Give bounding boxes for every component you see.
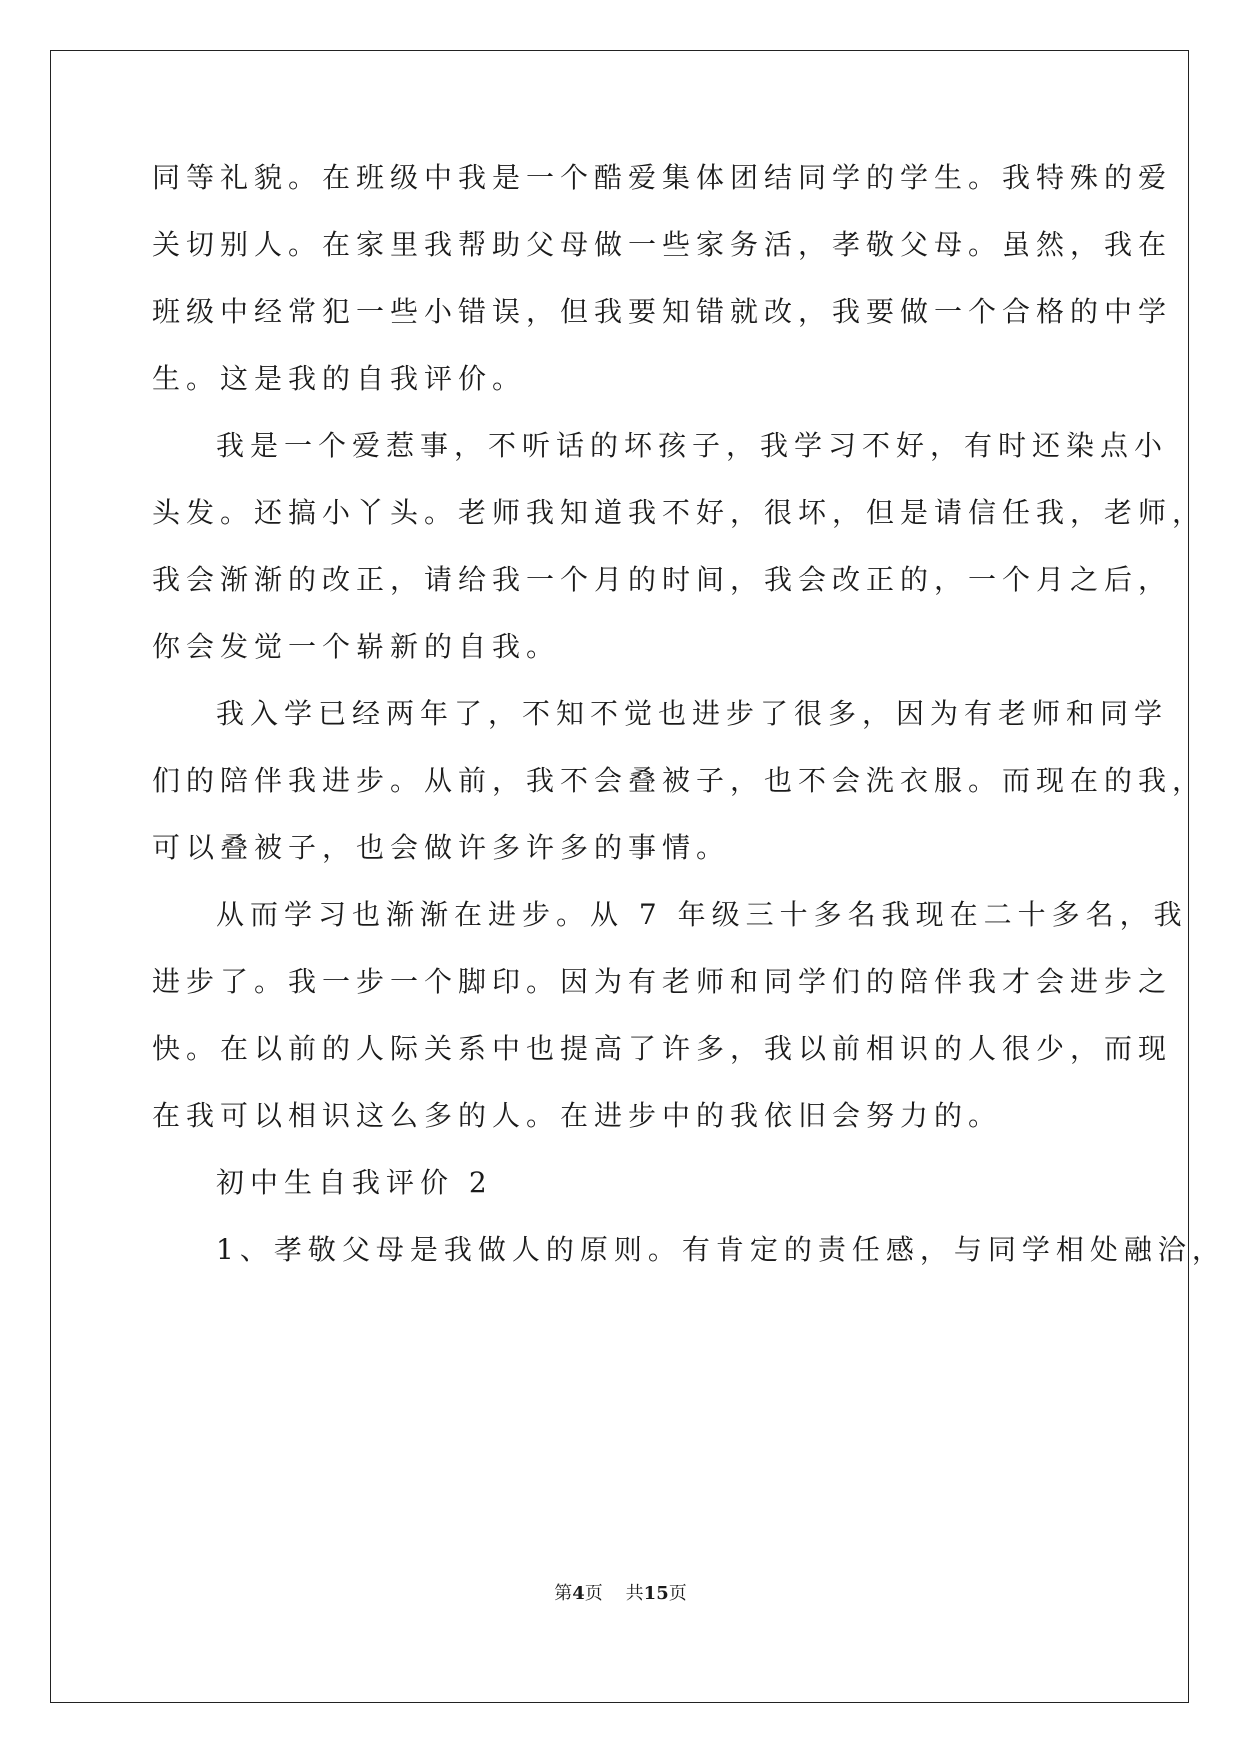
page-prefix: 第	[554, 1583, 573, 1604]
text-line: 可以叠被子，也会做许多许多的事情。	[152, 831, 731, 864]
text-line: 同等礼貌。在班级中我是一个酷爱集体团结同学的学生。我特殊的爱	[152, 161, 1173, 194]
total-prefix: 共	[625, 1583, 644, 1604]
text-line: 生。这是我的自我评价。	[152, 362, 527, 395]
text-line: 头发。还搞小丫头。老师我知道我不好，很坏，但是请信任我，老师，	[152, 496, 1207, 529]
text-line: 快。在以前的人际关系中也提高了许多，我以前相识的人很少，而现	[152, 1032, 1173, 1065]
paragraph-start-line: 我是一个爱惹事，不听话的坏孩子，我学习不好，有时还染点小	[216, 429, 1169, 462]
paragraph-start-line: 1、孝敬父母是我做人的原则。有肯定的责任感，与同学相处融洽，	[216, 1233, 1226, 1266]
page-suffix: 页	[584, 1583, 603, 1604]
paragraph-start-line: 从而学习也渐渐在进步。从 7 年级三十多名我现在二十多名，我	[216, 898, 1188, 931]
text-line: 我会渐渐的改正，请给我一个月的时间，我会改正的，一个月之后，	[152, 563, 1173, 596]
total-pages: 15	[643, 1583, 669, 1604]
paragraph-start-line: 我入学已经两年了，不知不觉也进步了很多，因为有老师和同学	[216, 697, 1169, 730]
total-suffix: 页	[668, 1583, 687, 1604]
section-heading: 初中生自我评价 2	[216, 1166, 493, 1199]
text-line: 们的陪伴我进步。从前，我不会叠被子，也不会洗衣服。而现在的我，	[152, 764, 1207, 797]
text-line: 在我可以相识这么多的人。在进步中的我依旧会努力的。	[152, 1099, 1003, 1132]
text-line: 你会发觉一个崭新的自我。	[152, 630, 561, 663]
document-body	[152, 161, 1226, 1302]
text-line: 关切别人。在家里我帮助父母做一些家务活，孝敬父母。虽然，我在	[152, 228, 1173, 261]
page-number: 4	[572, 1583, 585, 1604]
text-line: 进步了。我一步一个脚印。因为有老师和同学们的陪伴我才会进步之	[152, 965, 1173, 998]
page-footer	[0, 1582, 1241, 1606]
text-line: 班级中经常犯一些小错误，但我要知错就改，我要做一个合格的中学	[152, 295, 1173, 328]
